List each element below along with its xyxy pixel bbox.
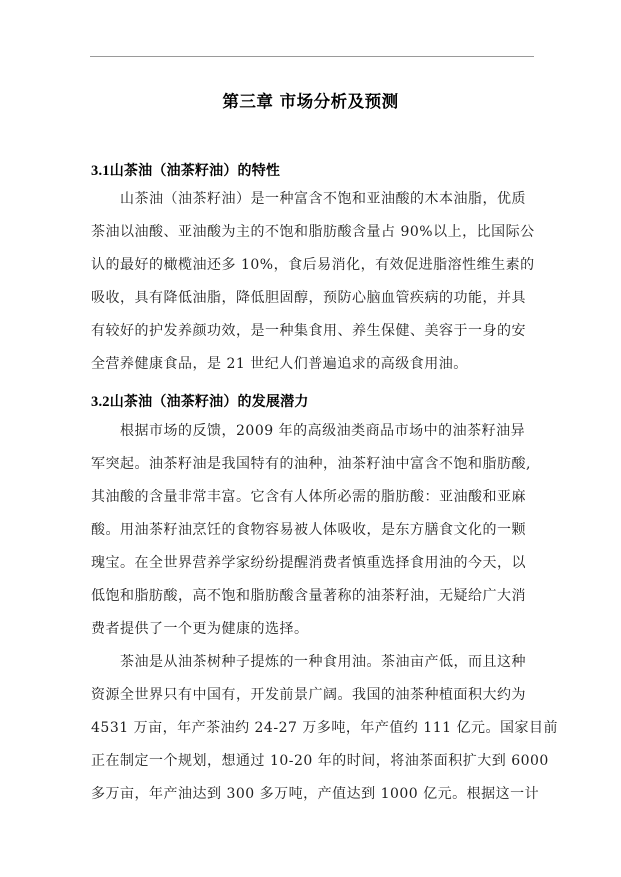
paragraph-line: 酸。用油茶籽油烹饪的食物容易被人体吸收，是东方膳食文化的一颗: [91, 522, 526, 538]
section-3-1-heading: [91, 160, 280, 180]
paragraph-line: 多万亩，年产油达到 300 多万吨，产值达到 1000 亿元。根据这一计: [91, 786, 540, 802]
header-rule: [90, 56, 534, 57]
paragraph-line: 4531 万亩，年产茶油约 24-27 万多吨，年产值约 111 亿元。国家目前: [91, 720, 558, 736]
paragraph-line: 茶油以油酸、亚油酸为主的不饱和脂肪酸含量占 90%以上，比国际公: [91, 224, 535, 240]
paragraph-line: 认的最好的橄榄油还多 10%，食后易消化，有效促进脂溶性维生素的: [91, 257, 535, 273]
paragraph-line: 有较好的护发养颜功效，是一种集食用、养生保健、美容于一身的安: [91, 323, 526, 339]
paragraph-line: 山茶油（油茶籽油）是一种富含不饱和亚油酸的木本油脂，优质: [120, 191, 526, 207]
paragraph-line: 其油酸的含量非常丰富。它含有人体所必需的脂肪酸：亚油酸和亚麻: [91, 489, 526, 505]
section-number: 3.2: [91, 394, 110, 410]
section-title: 山茶油（油茶籽油）的特性: [109, 163, 281, 179]
paragraph-line: 全营养健康食品，是 21 世纪人们普遍追求的高级食用油。: [91, 356, 468, 372]
paragraph-line: 费者提供了一个更为健康的选择。: [91, 621, 309, 637]
paragraph-line: 茶油是从油茶树种子提炼的一种食用油。茶油亩产低，而且这种: [120, 654, 526, 670]
section-3-2-heading: [91, 391, 309, 411]
section-number: 3.1: [91, 163, 110, 179]
chapter-title: 第三章 市场分析及预测: [222, 92, 399, 111]
paragraph-line: 正在制定一个规划，想通过 10-20 年的时间，将油茶面积扩大到 6000: [91, 753, 549, 769]
paragraph-line: 吸收，具有降低油脂，降低胆固醇，预防心脑血管疾病的功能，并具: [91, 290, 526, 306]
paragraph-line: 资源全世界只有中国有，开发前景广阔。我国的油茶种植面积大约为: [91, 687, 526, 703]
paragraph-line: 根据市场的反馈，2009 年的高级油类商品市场中的油茶籽油异: [120, 423, 526, 439]
paragraph-line: 瑰宝。在全世界营养学家纷纷提醒消费者慎重选择食用油的今天，以: [91, 555, 526, 571]
paragraph-line: 低饱和脂肪酸，高不饱和脂肪酸含量著称的油茶籽油，无疑给广大消: [91, 588, 526, 604]
paragraph-line: 军突起。油茶籽油是我国特有的油种，油茶籽油中富含不饱和脂肪酸,: [91, 456, 531, 472]
section-title: 山茶油（油茶籽油）的发展潜力: [109, 394, 309, 410]
